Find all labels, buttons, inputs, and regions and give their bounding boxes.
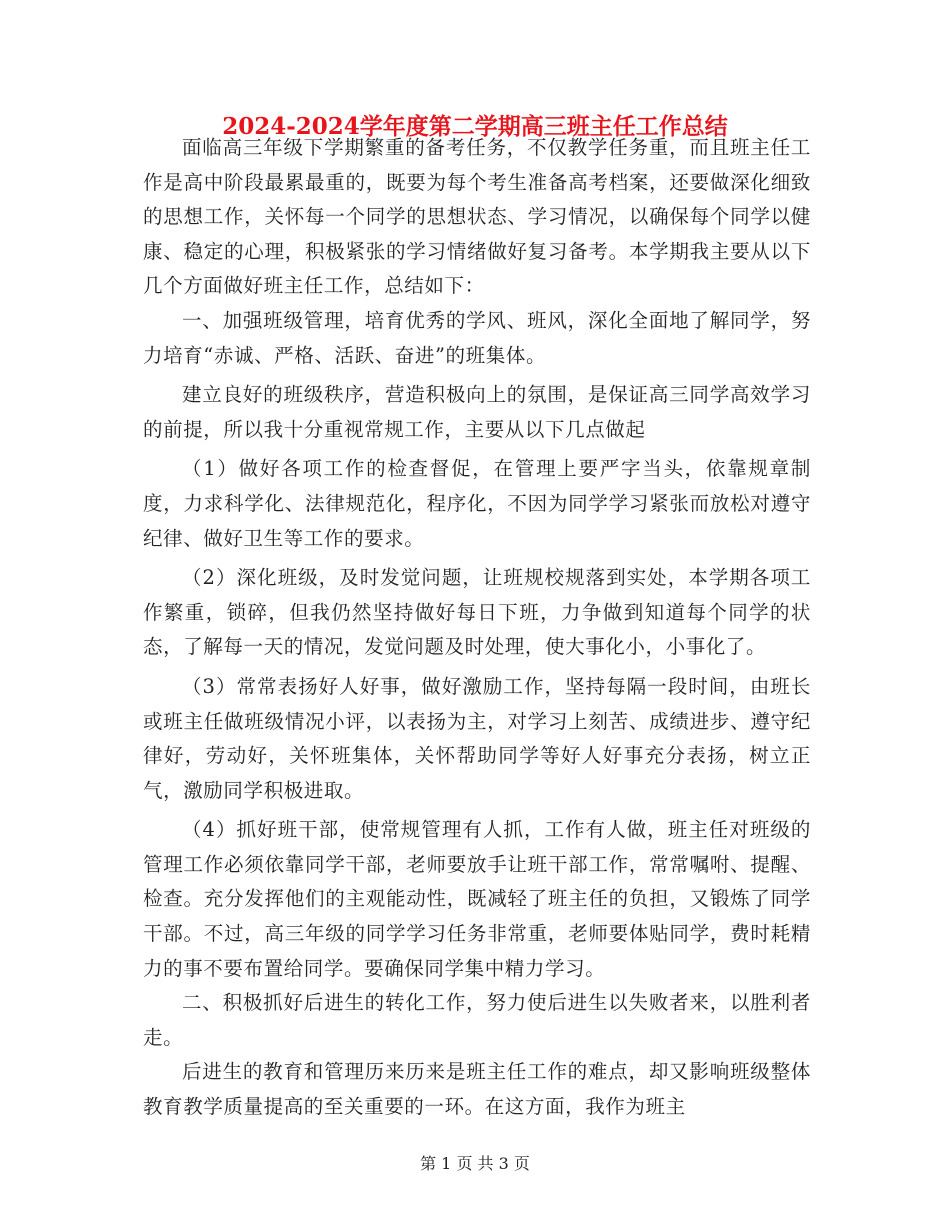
page-footer: 第 1 页 共 3 页 [420, 1154, 530, 1173]
document-title: 2024-2024学年度第二学期高三班主任工作总结 [222, 113, 728, 140]
paragraph-section-2-body: 后进生的教育和管理历来历来是班主任工作的难点，却又影响班级整体教育教学质量提高的至关重要的一环。在这方面，我作为班主 [143, 1060, 811, 1119]
paragraph-item-3: （3）常常表扬好人好事，做好激励工作，坚持每隔一段时间，由班长或班主任做班级情况小评，以表扬为主，对学习上刻苦、成绩进步、遵守纪律好，劳动好，关怀班集体，关怀帮助同学等好人好事充分表扬，树立正气，激励同学积极进取。 [143, 674, 811, 802]
paragraph-item-1: （1）做好各项工作的检查督促，在管理上要严字当头，依靠规章制度，力求科学化、法律规范化，程序化，不因为同学学习紧张而放松对遵守纪律、做好卫生等工作的要求。 [143, 457, 811, 550]
paragraph-intro: 面临高三年级下学期繁重的备考任务，不仅教学任务重，而且班主任工作是高中阶段最累最重的，既要为每个考生准备高考档案，还要做深化细致的思想工作，关怀每一个同学的思想状态、学习情况，以确保每个同学以健康、稳定的心理，积极紧张的学习情绪做好复习备考。本学期我主要从以下几个方面做好班主任工作，总结如下： [143, 136, 811, 298]
paragraph-section-1-heading: 一、加强班级管理，培育优秀的学风、班风，深化全面地了解同学，努力培育“赤诚、严格、活跃、奋进”的班集体。 [143, 308, 811, 367]
paragraph-section-2-heading: 二、积极抓好后进生的转化工作，努力使后进生以失败者来，以胜利者走。 [143, 991, 811, 1049]
paragraph-section-1-intro: 建立良好的班级秩序，营造积极向上的氛围，是保证高三同学高效学习的前提，所以我十分重视常规工作，主要从以下几点做起 [143, 383, 811, 441]
paragraph-item-4: （4）抓好班干部，使常规管理有人抓，工作有人做，班主任对班级的管理工作必须依靠同学干部，老师要放手让班干部工作，常常嘱咐、提醒、检查。充分发挥他们的主观能动性，既减轻了班主任的负担，又锻炼了同学干部。不过，高三年级的同学学习任务非常重，老师要体贴同学，费时耗精力的事不要布置给同学。要确保同学集中精力学习。 [143, 818, 811, 980]
document-body [143, 131, 811, 1125]
paragraph-item-2: （2）深化班级，及时发觉问题，让班规校规落到实处，本学期各项工作繁重，锁碎，但我仍然坚持做好每日下班，力争做到知道每个同学的状态，了解每一天的情况，发觉问题及时处理，使大事化小，小事化了。 [143, 566, 811, 659]
